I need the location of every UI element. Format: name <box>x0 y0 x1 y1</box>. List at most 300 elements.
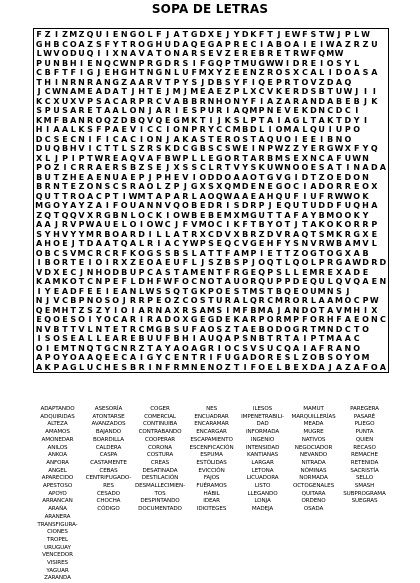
grid-letter[interactable]: I <box>166 125 170 134</box>
grid-letter[interactable]: I <box>268 125 272 134</box>
grid-letter[interactable]: P <box>36 163 43 172</box>
grid-letter[interactable]: Q <box>258 267 266 277</box>
grid-letter[interactable]: S <box>182 248 189 258</box>
grid-letter[interactable]: J <box>175 220 179 229</box>
grid-letter[interactable]: C <box>112 343 119 353</box>
grid-letter[interactable]: C <box>95 191 102 201</box>
grid-letter[interactable]: L <box>191 248 197 258</box>
grid-letter[interactable]: T <box>293 77 299 87</box>
grid-letter[interactable]: H <box>112 68 119 77</box>
grid-letter[interactable]: E <box>104 353 111 362</box>
grid-letter[interactable]: L <box>293 353 299 362</box>
grid-letter[interactable]: N <box>326 324 334 334</box>
grid-letter[interactable]: T <box>276 248 282 258</box>
grid-letter[interactable]: A <box>182 267 189 277</box>
grid-letter[interactable]: S <box>121 182 128 191</box>
grid-letter[interactable]: A <box>86 353 94 362</box>
grid-letter[interactable]: K <box>191 115 198 125</box>
grid-letter[interactable]: S <box>242 334 249 343</box>
grid-letter[interactable]: A <box>362 277 369 286</box>
grid-letter[interactable]: C <box>344 106 351 115</box>
grid-letter[interactable]: J <box>251 258 255 267</box>
grid-letter[interactable]: P <box>104 125 111 134</box>
grid-letter[interactable]: O <box>44 163 52 172</box>
grid-letter[interactable]: M <box>198 220 207 229</box>
grid-letter[interactable]: F <box>293 191 299 201</box>
grid-letter[interactable]: O <box>53 258 60 267</box>
grid-letter[interactable]: E <box>200 210 206 220</box>
grid-letter[interactable]: A <box>353 248 360 258</box>
grid-letter[interactable]: G <box>155 68 163 77</box>
grid-letter[interactable]: H <box>155 39 163 49</box>
grid-letter[interactable]: M <box>232 182 241 191</box>
grid-letter[interactable]: B <box>138 334 145 343</box>
grid-letter[interactable]: K <box>36 277 43 286</box>
grid-letter[interactable]: Q <box>215 58 223 68</box>
grid-letter[interactable]: S <box>208 239 214 248</box>
grid-letter[interactable]: I <box>243 362 247 372</box>
grid-letter[interactable]: I <box>303 334 307 343</box>
grid-letter[interactable]: X <box>173 305 180 315</box>
grid-letter[interactable]: F <box>250 96 257 106</box>
grid-letter[interactable]: L <box>354 30 360 39</box>
grid-letter[interactable]: Q <box>353 277 361 286</box>
grid-letter[interactable]: K <box>129 248 137 258</box>
grid-letter[interactable]: B <box>121 267 128 277</box>
grid-letter[interactable]: I <box>140 125 144 134</box>
grid-letter[interactable]: Z <box>87 39 93 49</box>
grid-letter[interactable]: F <box>200 58 206 68</box>
grid-letter[interactable]: L <box>276 362 282 372</box>
grid-letter[interactable] <box>370 49 379 59</box>
grid-letter[interactable] <box>370 59 379 69</box>
grid-letter[interactable]: U <box>86 362 94 372</box>
grid-letter[interactable]: M <box>137 191 146 201</box>
grid-letter[interactable]: O <box>53 353 60 362</box>
grid-letter[interactable]: A <box>344 258 351 267</box>
grid-letter[interactable]: T <box>284 248 291 258</box>
grid-letter[interactable]: Y <box>233 30 240 39</box>
grid-letter[interactable]: G <box>326 144 334 153</box>
grid-letter[interactable]: Q <box>95 353 103 362</box>
grid-letter[interactable]: S <box>62 334 68 343</box>
grid-letter[interactable]: Y <box>284 239 291 248</box>
grid-letter[interactable]: P <box>250 248 257 258</box>
grid-letter[interactable]: K <box>36 115 43 125</box>
grid-letter[interactable]: O <box>181 201 189 210</box>
grid-letter[interactable]: Z <box>284 144 291 153</box>
grid-letter[interactable]: S <box>191 305 198 315</box>
grid-letter[interactable]: Z <box>87 201 93 210</box>
grid-letter[interactable]: V <box>78 144 85 153</box>
grid-letter[interactable]: C <box>250 39 257 49</box>
grid-letter[interactable]: C <box>53 248 60 258</box>
grid-letter[interactable]: S <box>104 182 111 191</box>
grid-letter[interactable]: F <box>216 353 222 362</box>
grid-letter[interactable]: O <box>284 39 291 49</box>
grid-letter[interactable]: O <box>284 134 291 144</box>
grid-letter[interactable]: L <box>310 296 316 305</box>
grid-letter[interactable]: A <box>344 239 351 248</box>
grid-letter[interactable]: C <box>87 248 93 258</box>
grid-letter[interactable]: S <box>147 163 153 172</box>
grid-letter[interactable]: V <box>275 172 283 182</box>
grid-letter[interactable]: O <box>310 353 317 362</box>
grid-letter[interactable]: U <box>104 220 111 229</box>
grid-letter[interactable]: H <box>69 58 77 68</box>
grid-letter[interactable]: T <box>208 134 214 144</box>
grid-letter[interactable]: E <box>258 239 265 248</box>
grid-letter[interactable]: O <box>301 163 309 172</box>
grid-letter[interactable] <box>379 325 387 335</box>
grid-letter[interactable]: L <box>121 106 127 115</box>
grid-letter[interactable]: A <box>182 49 189 58</box>
grid-letter[interactable]: N <box>362 153 369 163</box>
grid-letter[interactable]: B <box>53 39 60 49</box>
grid-letter[interactable]: J <box>268 201 272 210</box>
grid-letter[interactable]: A <box>371 68 378 77</box>
grid-letter[interactable]: O <box>284 182 291 191</box>
grid-letter[interactable]: N <box>207 267 215 277</box>
grid-letter[interactable]: F <box>96 125 102 134</box>
grid-letter[interactable]: P <box>233 334 240 343</box>
grid-letter[interactable]: S <box>318 163 325 172</box>
grid-letter[interactable]: Q <box>215 191 223 201</box>
grid-letter[interactable]: A <box>155 258 162 267</box>
grid-letter[interactable]: U <box>344 201 352 210</box>
grid-letter[interactable]: F <box>336 153 342 163</box>
grid-letter[interactable]: P <box>224 39 231 49</box>
grid-letter[interactable]: Q <box>138 115 145 125</box>
grid-letter[interactable]: X <box>199 229 206 239</box>
grid-letter[interactable]: Q <box>266 134 274 144</box>
grid-letter[interactable]: S <box>233 286 240 296</box>
grid-letter[interactable]: A <box>121 315 128 324</box>
grid-letter[interactable]: P <box>199 239 206 248</box>
grid-letter[interactable]: R <box>129 324 137 334</box>
grid-letter[interactable]: R <box>146 58 154 68</box>
grid-letter[interactable]: R <box>258 296 265 305</box>
grid-letter[interactable]: O <box>258 353 266 362</box>
grid-letter[interactable]: D <box>326 201 334 210</box>
grid-letter[interactable]: Z <box>95 305 102 315</box>
grid-letter[interactable]: S <box>258 343 265 353</box>
grid-letter[interactable]: Z <box>78 305 85 315</box>
grid-letter[interactable]: C <box>379 315 386 324</box>
grid-letter[interactable]: K <box>233 220 240 229</box>
grid-letter[interactable]: I <box>260 96 264 106</box>
grid-letter[interactable]: W <box>232 144 242 153</box>
grid-letter[interactable]: J <box>166 163 170 172</box>
grid-letter[interactable]: R <box>129 96 137 106</box>
grid-letter[interactable]: E <box>62 315 68 324</box>
grid-letter[interactable]: L <box>208 163 214 172</box>
grid-letter[interactable]: G <box>335 248 343 258</box>
grid-letter[interactable]: A <box>164 305 171 315</box>
grid-letter[interactable]: O <box>199 172 207 182</box>
grid-letter[interactable]: A <box>95 87 102 96</box>
grid-letter[interactable]: A <box>233 191 240 201</box>
grid-letter[interactable]: I <box>346 163 350 172</box>
grid-letter[interactable]: S <box>310 30 317 39</box>
grid-letter[interactable]: J <box>346 286 350 296</box>
grid-letter[interactable]: R <box>121 334 128 343</box>
grid-letter[interactable]: V <box>191 220 198 229</box>
grid-letter[interactable]: V <box>242 239 249 248</box>
grid-letter[interactable]: W <box>369 296 379 305</box>
grid-letter[interactable]: Y <box>104 305 111 315</box>
grid-letter[interactable]: B <box>267 153 274 163</box>
grid-letter[interactable]: R <box>182 191 189 201</box>
grid-letter[interactable]: A <box>267 305 274 315</box>
grid-letter[interactable]: J <box>217 115 221 125</box>
grid-letter[interactable]: N <box>344 343 352 353</box>
grid-letter[interactable]: A <box>284 96 291 106</box>
grid-letter[interactable]: I <box>226 201 230 210</box>
grid-letter[interactable]: O <box>53 239 60 248</box>
grid-letter[interactable]: E <box>87 58 93 68</box>
grid-letter[interactable]: D <box>207 77 215 87</box>
grid-letter[interactable]: D <box>215 315 223 324</box>
grid-letter[interactable]: P <box>242 258 249 267</box>
grid-letter[interactable]: A <box>155 191 162 201</box>
grid-letter[interactable]: O <box>233 134 240 144</box>
grid-letter[interactable]: N <box>146 68 154 77</box>
grid-letter[interactable]: T <box>87 153 93 163</box>
grid-letter[interactable] <box>379 97 387 107</box>
grid-letter[interactable]: C <box>147 267 153 277</box>
grid-letter[interactable]: O <box>344 134 352 144</box>
grid-letter[interactable]: P <box>44 106 51 115</box>
grid-letter[interactable] <box>379 87 387 97</box>
grid-letter[interactable]: E <box>302 134 308 144</box>
grid-letter[interactable]: J <box>97 68 101 77</box>
grid-letter[interactable]: D <box>301 172 309 182</box>
grid-letter[interactable]: Z <box>44 30 51 39</box>
grid-letter[interactable]: B <box>207 210 215 220</box>
grid-letter[interactable]: L <box>259 125 265 134</box>
grid-letter[interactable]: T <box>310 115 317 125</box>
grid-letter[interactable]: G <box>190 315 198 324</box>
grid-letter[interactable]: D <box>138 229 145 239</box>
grid-letter[interactable]: O <box>224 153 232 163</box>
grid-letter[interactable]: U <box>61 96 69 106</box>
grid-letter[interactable] <box>379 287 387 297</box>
grid-letter[interactable]: Y <box>242 96 249 106</box>
grid-letter[interactable]: F <box>173 277 180 286</box>
grid-letter[interactable]: T <box>156 49 162 58</box>
grid-letter[interactable]: N <box>78 77 85 87</box>
grid-letter[interactable]: J <box>148 106 152 115</box>
grid-letter[interactable]: U <box>207 334 215 343</box>
grid-letter[interactable]: S <box>199 296 206 305</box>
grid-letter[interactable]: T <box>138 68 145 77</box>
grid-letter[interactable]: R <box>284 229 291 239</box>
grid-letter[interactable]: A <box>121 153 128 163</box>
grid-letter[interactable]: A <box>292 343 300 353</box>
grid-letter[interactable]: F <box>104 39 111 49</box>
grid-letter[interactable]: M <box>232 305 241 315</box>
grid-letter[interactable]: E <box>293 362 299 372</box>
grid-letter[interactable]: M <box>317 324 326 334</box>
grid-letter[interactable]: M <box>326 210 335 220</box>
grid-letter[interactable]: N <box>292 305 300 315</box>
grid-letter[interactable]: A <box>121 172 128 182</box>
grid-letter[interactable] <box>379 182 387 192</box>
grid-letter[interactable]: I <box>226 106 230 115</box>
grid-letter[interactable]: S <box>191 106 198 115</box>
grid-letter[interactable]: C <box>216 144 223 153</box>
grid-letter[interactable]: L <box>200 153 206 163</box>
grid-letter[interactable]: U <box>182 324 189 334</box>
grid-letter[interactable]: P <box>78 153 85 163</box>
grid-letter[interactable]: G <box>190 144 198 153</box>
grid-letter[interactable]: U <box>266 163 274 172</box>
grid-letter[interactable] <box>370 154 379 164</box>
grid-letter[interactable]: R <box>250 277 257 286</box>
grid-letter[interactable]: F <box>242 220 248 229</box>
grid-letter[interactable]: T <box>78 239 85 248</box>
grid-letter[interactable]: K <box>275 87 283 96</box>
grid-letter[interactable]: I <box>105 258 109 267</box>
grid-letter[interactable]: M <box>274 153 283 163</box>
grid-letter[interactable]: E <box>242 39 248 49</box>
grid-letter[interactable]: S <box>224 77 231 87</box>
grid-letter[interactable]: S <box>121 362 128 372</box>
grid-letter[interactable]: L <box>147 30 153 39</box>
grid-letter[interactable]: Z <box>62 172 68 182</box>
grid-letter[interactable]: Q <box>370 144 378 153</box>
grid-letter[interactable]: A <box>335 77 343 87</box>
grid-letter[interactable]: E <box>96 172 102 182</box>
grid-letter[interactable] <box>379 30 387 40</box>
grid-letter[interactable]: G <box>207 58 215 68</box>
grid-letter[interactable]: E <box>216 87 222 96</box>
grid-letter[interactable] <box>370 268 379 278</box>
grid-letter[interactable]: O <box>241 277 249 286</box>
grid-letter[interactable]: H <box>44 239 51 248</box>
grid-letter[interactable]: Z <box>138 163 145 172</box>
grid-letter[interactable]: F <box>96 134 102 144</box>
grid-letter[interactable]: E <box>284 87 291 96</box>
grid-letter[interactable]: D <box>35 134 43 144</box>
grid-letter[interactable]: N <box>379 277 387 286</box>
grid-letter[interactable]: W <box>43 49 53 58</box>
grid-letter[interactable]: E <box>78 172 85 182</box>
grid-letter[interactable]: A <box>335 39 343 49</box>
grid-letter[interactable]: E <box>362 267 369 277</box>
grid-letter[interactable]: T <box>267 30 273 39</box>
grid-letter[interactable]: N <box>61 87 69 96</box>
grid-letter[interactable]: A <box>173 343 180 353</box>
grid-letter[interactable]: O <box>344 296 352 305</box>
grid-letter[interactable]: E <box>250 324 257 334</box>
grid-letter[interactable]: F <box>258 30 265 39</box>
grid-letter[interactable]: S <box>318 229 325 239</box>
grid-letter[interactable]: R <box>327 343 334 353</box>
grid-letter[interactable]: S <box>182 58 189 68</box>
grid-letter[interactable]: I <box>37 334 41 343</box>
grid-letter[interactable]: E <box>267 77 273 87</box>
grid-letter[interactable]: R <box>292 96 300 106</box>
grid-letter[interactable]: T <box>112 239 119 248</box>
grid-letter[interactable]: F <box>53 68 60 77</box>
grid-letter[interactable]: L <box>191 153 197 163</box>
grid-letter[interactable]: K <box>78 125 85 134</box>
grid-letter[interactable]: L <box>242 115 248 125</box>
grid-letter[interactable]: M <box>283 315 292 324</box>
grid-letter[interactable]: F <box>318 343 325 353</box>
grid-letter[interactable]: L <box>138 286 145 296</box>
grid-letter[interactable]: H <box>44 39 51 49</box>
grid-letter[interactable]: S <box>36 106 42 115</box>
grid-letter[interactable]: O <box>353 125 361 134</box>
grid-letter[interactable]: P <box>182 153 189 163</box>
grid-letter[interactable]: O <box>53 315 60 324</box>
grid-letter[interactable]: M <box>326 229 335 239</box>
grid-letter[interactable]: O <box>292 163 300 172</box>
grid-letter[interactable]: N <box>104 77 111 87</box>
grid-letter[interactable] <box>370 211 379 221</box>
grid-letter[interactable]: B <box>318 353 325 362</box>
grid-letter[interactable]: I <box>114 305 118 315</box>
grid-letter[interactable]: A <box>207 87 215 96</box>
grid-letter[interactable]: U <box>310 201 317 210</box>
grid-letter[interactable]: C <box>301 68 308 77</box>
grid-letter[interactable] <box>370 344 379 354</box>
grid-letter[interactable]: W <box>352 153 362 163</box>
grid-letter[interactable]: O <box>310 305 317 315</box>
grid-letter[interactable]: O <box>310 315 317 324</box>
grid-letter[interactable]: H <box>326 315 334 324</box>
grid-letter[interactable]: Y <box>78 201 85 210</box>
grid-letter[interactable]: O <box>326 220 334 229</box>
grid-letter[interactable]: A <box>301 210 308 220</box>
grid-letter[interactable]: T <box>258 115 265 125</box>
grid-letter[interactable]: S <box>164 267 171 277</box>
grid-letter[interactable]: Q <box>318 49 326 58</box>
grid-letter[interactable] <box>361 344 370 354</box>
grid-letter[interactable]: R <box>284 77 291 87</box>
grid-letter[interactable]: M <box>249 106 258 115</box>
grid-letter[interactable]: I <box>88 144 92 153</box>
grid-letter[interactable]: R <box>112 248 119 258</box>
grid-letter[interactable]: G <box>120 68 128 77</box>
grid-letter[interactable]: A <box>173 96 180 106</box>
grid-letter[interactable]: R <box>250 201 257 210</box>
grid-letter[interactable]: I <box>192 58 196 68</box>
grid-letter[interactable]: F <box>191 324 197 334</box>
grid-letter[interactable]: O <box>370 362 378 372</box>
grid-letter[interactable] <box>370 325 379 335</box>
grid-letter[interactable]: P <box>276 277 282 286</box>
grid-letter[interactable]: C <box>112 58 119 68</box>
grid-letter[interactable]: R <box>344 229 351 239</box>
grid-letter[interactable]: T <box>233 324 240 334</box>
grid-letter[interactable]: C <box>44 87 51 96</box>
grid-letter[interactable]: K <box>258 163 265 172</box>
grid-letter[interactable]: W <box>274 163 284 172</box>
grid-letter[interactable]: O <box>181 343 189 353</box>
grid-letter[interactable]: Q <box>173 286 180 296</box>
grid-letter[interactable]: U <box>44 58 51 68</box>
grid-letter[interactable]: A <box>155 267 162 277</box>
grid-letter[interactable]: D <box>266 229 274 239</box>
grid-letter[interactable]: S <box>199 134 206 144</box>
grid-letter[interactable]: L <box>78 362 85 372</box>
grid-letter[interactable]: C <box>182 144 189 153</box>
grid-letter[interactable]: D <box>173 39 180 49</box>
